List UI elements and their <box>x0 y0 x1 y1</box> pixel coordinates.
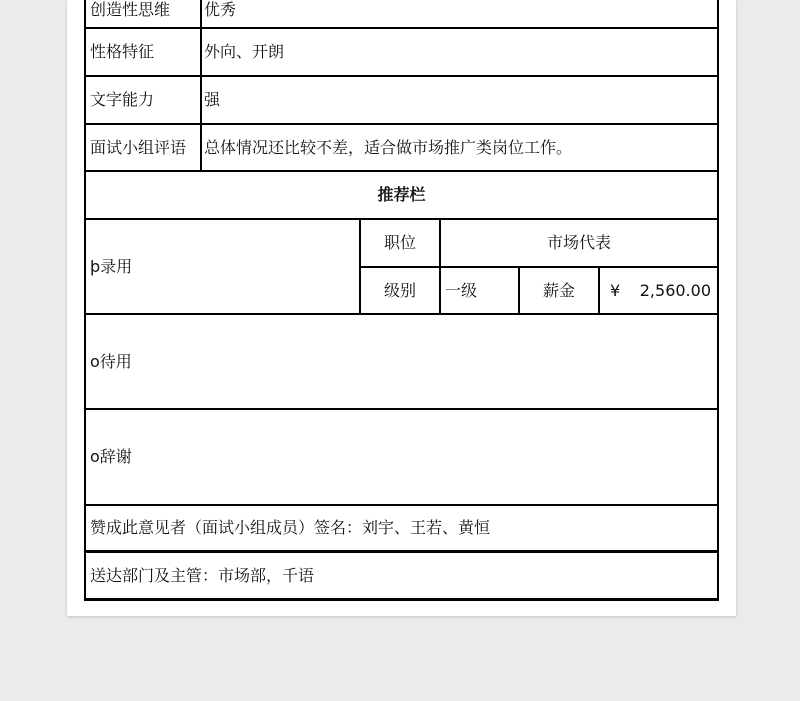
position-label: 职位 <box>383 233 416 252</box>
decline-option[interactable] <box>86 410 717 504</box>
salary-value: 2,560.00 <box>639 280 711 300</box>
signers-line: 赞成此意见者（面试小组成员）签名：刘宇、王若、黄恒 <box>90 518 491 537</box>
personality-value: 外向、开朗 <box>204 42 285 61</box>
unchecked-box-icon: o <box>90 447 100 466</box>
hire-option[interactable] <box>86 220 359 313</box>
level-value: 一级 <box>445 280 478 300</box>
wait-option[interactable] <box>86 315 717 408</box>
writing-ability-value: 强 <box>204 90 221 109</box>
unchecked-box-icon: o <box>90 351 100 371</box>
panel-comment-label: 面试小组评语 <box>90 137 187 157</box>
salary-label: 薪金 <box>542 280 575 300</box>
delivery-line: 送达部门及主管：市场部，千语 <box>90 565 315 585</box>
creative-thinking-label: 创造性思维 <box>90 0 171 19</box>
creative-thinking-value: 优秀 <box>204 0 237 19</box>
checked-box-icon: þ <box>90 256 101 276</box>
recommend-section-title: 推荐栏 <box>377 185 426 204</box>
wait-label: 待用 <box>99 351 132 371</box>
personality-label: 性格特征 <box>90 42 155 61</box>
interview-evaluation-table <box>84 0 719 601</box>
salary-amount <box>600 268 717 313</box>
decline-label: 辞谢 <box>99 447 132 466</box>
writing-ability-label: 文字能力 <box>90 90 155 109</box>
hire-label: 录用 <box>100 256 133 276</box>
position-value: 市场代表 <box>546 233 611 252</box>
panel-comment-value: 总体情况还比较不差，适合做市场推广类岗位工作。 <box>204 137 573 157</box>
level-label: 级别 <box>383 280 416 300</box>
currency-symbol: ¥ <box>610 280 621 300</box>
